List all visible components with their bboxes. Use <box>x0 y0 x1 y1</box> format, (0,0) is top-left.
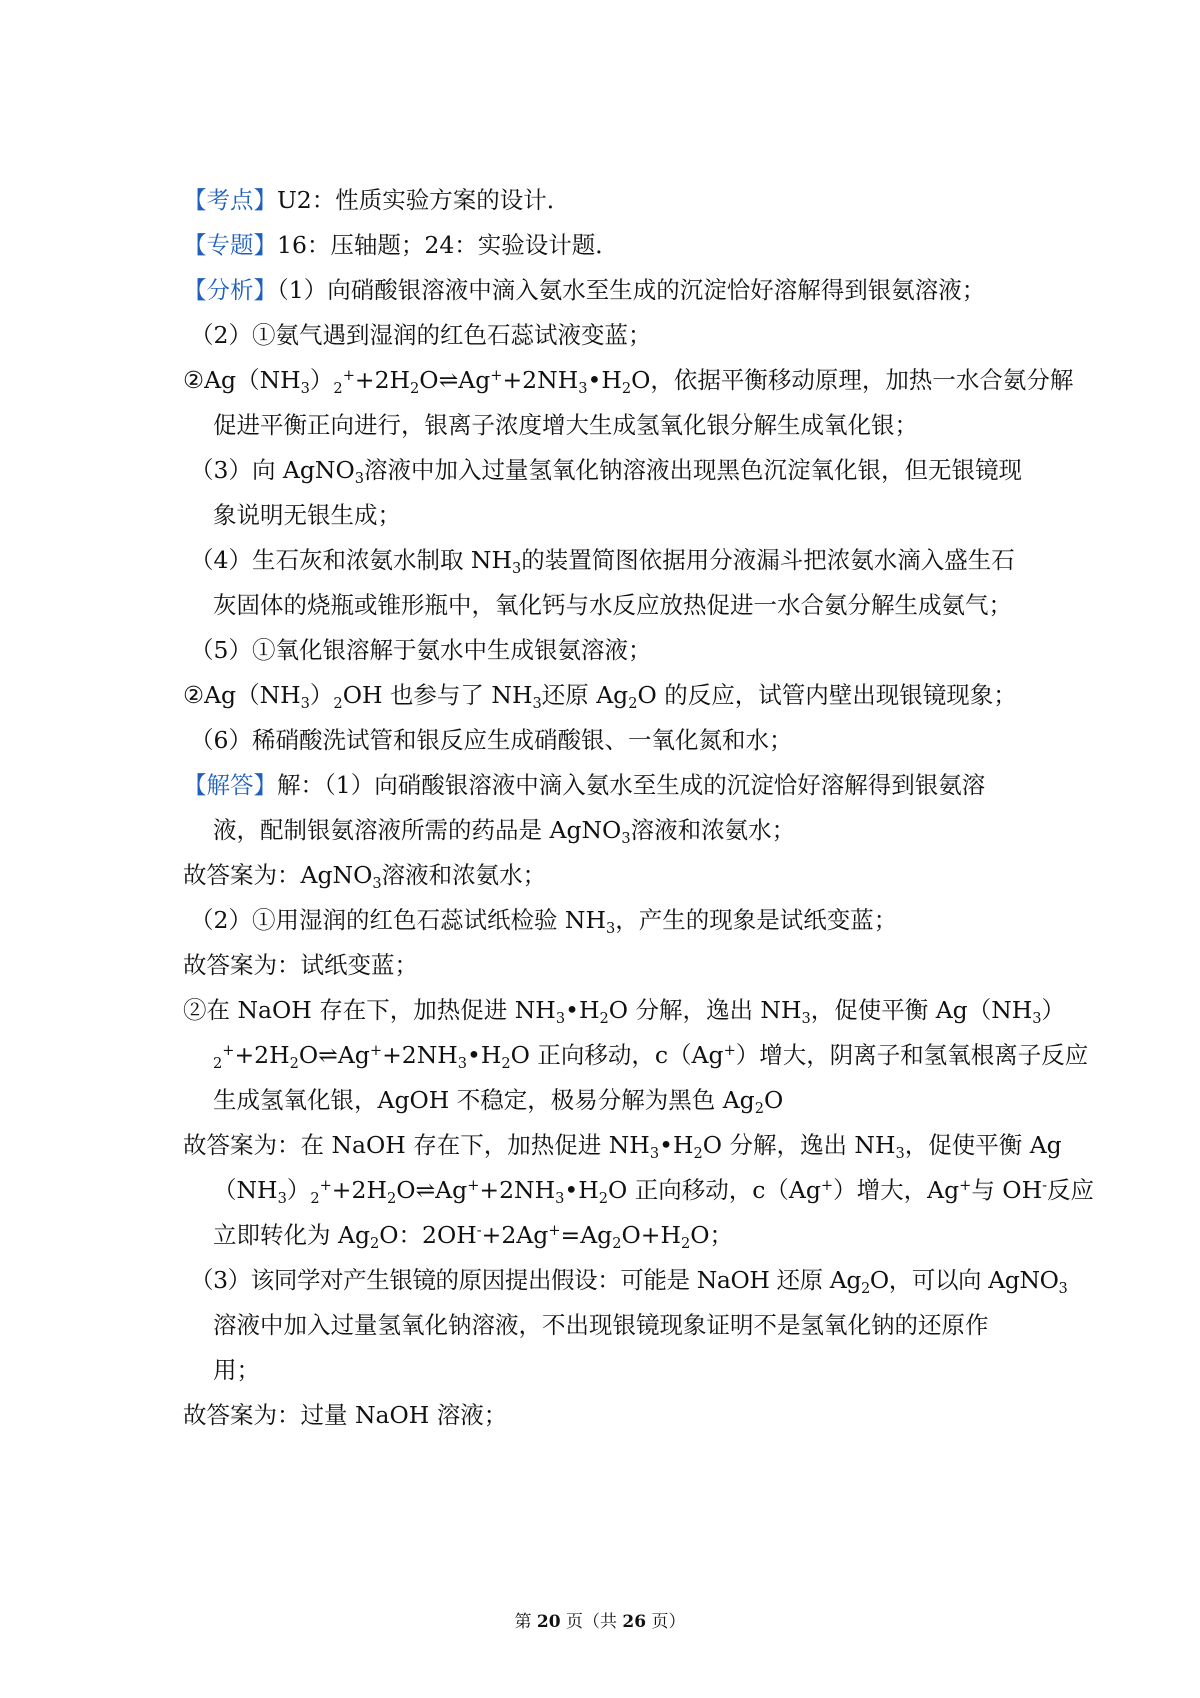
line-answer-1-cont: 液，配制银氨溶液所需的药品是 AgNO$_3$溶液和浓氨水； <box>213 816 796 848</box>
line-answer-3-cont2: 用； <box>213 1356 260 1384</box>
line-answer-2-2-result-cont2: 立即转化为 $Ag_2O$：$2OH^-+2Ag^+=Ag_2O+H_2O$； <box>213 1221 733 1253</box>
line-analysis-3-cont: 象说明无银生成； <box>213 501 401 529</box>
line-zhuanti: 【专题】16：压轴题；24：实验设计题． <box>183 231 619 259</box>
tag-jieda: 【解答】 <box>183 771 277 799</box>
line-answer-3-cont: 溶液中加入过量氢氧化钠溶液，不出现银镜现象证明不是氢氧化钠的还原作 <box>213 1311 989 1339</box>
line-analysis-5: （5）①氧化银溶解于氨水中生成银氨溶液； <box>190 636 652 664</box>
total-pages-number: 26 <box>622 1612 647 1632</box>
line-answer-2-2-result: 故答案为：在 NaOH 存在下，加热促进 $NH_3•H_2O$ 分解，逸出 $NH_3$，促使平衡 Ag <box>183 1131 1062 1163</box>
line-answer-1-result: 故答案为：AgNO$_3$溶液和浓氨水； <box>183 861 547 893</box>
line-analysis-5-2: $②Ag(NH_3)_2OH$ 也参与了 $NH_3$还原 $Ag_2O$ 的反应，试管内壁出现银镜现象； <box>183 681 1017 713</box>
line-fenxi: 【分析】（1）向硝酸银溶液中滴入氨水至生成的沉淀恰好溶解得到银氨溶液； <box>183 276 986 304</box>
line-analysis-4-cont: 灰固体的烧瓶或锥形瓶中，氧化钙与水反应放热促进一水合氨分解生成氨气； <box>213 591 1012 619</box>
tag-zhuanti: 【专题】 <box>183 231 277 259</box>
line-answer-2-2-cont2: 生成氢氧化银，AgOH 不稳定，极易分解为黑色 $Ag_2O$ <box>213 1086 784 1118</box>
line-analysis-2: （2）①氨气遇到湿润的红色石蕊试液变蓝； <box>190 321 652 349</box>
line-jieda: 【解答】解：（1）向硝酸银溶液中滴入氨水至生成的沉淀恰好溶解得到银氨溶 <box>183 771 986 799</box>
line-answer-3-result: 故答案为：过量 NaOH 溶液； <box>183 1401 508 1429</box>
line-analysis-3: （3）向 AgNO$_3$溶液中加入过量氢氧化钠溶液出现黑色沉淀氧化银，但无银镜现 <box>190 456 1023 488</box>
tag-fenxi: 【分析】 <box>183 276 277 304</box>
line-analysis-equilibrium-cont: 促进平衡正向进行，银离子浓度增大生成氢氧化银分解生成氧化银； <box>213 411 918 439</box>
tag-kaodian: 【考点】 <box>183 186 277 214</box>
line-analysis-equilibrium: $②Ag(NH_3)_2^++2H_2O\rightleftharpoons Ag^++2NH_3•H_2O$，依据平衡移动原理，加热一水合氨分解 <box>183 366 1074 398</box>
line-answer-2-2: ②在 NaOH 存在下，加热促进 $NH_3•H_2O$ 分解，逸出 $NH_3$，促使平衡 $Ag(NH_3)$ <box>183 996 1066 1028</box>
current-page-number: 20 <box>536 1612 561 1632</box>
line-answer-3: （3）该同学对产生银镜的原因提出假设：可能是 NaOH 还原 $Ag_2O$，可以向 AgNO$_3$ <box>190 1266 1068 1298</box>
line-kaodian: 【考点】U2：性质实验方案的设计． <box>183 186 571 214</box>
line-analysis-4: （4）生石灰和浓氨水制取 $NH_3$的装置简图依据用分液漏斗把浓氨水滴入盛生石 <box>190 546 1015 578</box>
line-answer-2-2-cont: $_2^++2H_2O\rightleftharpoons Ag^++2NH_3•H_2O$ 正向移动，c（Ag+）增大，阴离子和氢氧根离子反应 <box>213 1041 1089 1073</box>
line-answer-2-2-result-cont: $(NH_3)_2^++2H_2O\rightleftharpoons Ag^++2NH_3•H_2O$ 正向移动，c（Ag+）增大，Ag+与 OH-反应 <box>213 1176 1094 1208</box>
line-answer-2-result: 故答案为：试纸变蓝； <box>183 951 418 979</box>
line-answer-2: （2）①用湿润的红色石蕊试纸检验 $NH_3$，产生的现象是试纸变蓝； <box>190 906 898 938</box>
line-analysis-6: （6）稀硝酸洗试管和银反应生成硝酸银、一氧化氮和水； <box>190 726 793 754</box>
page-footer: 第 20 页（共 26 页） <box>514 1612 686 1632</box>
